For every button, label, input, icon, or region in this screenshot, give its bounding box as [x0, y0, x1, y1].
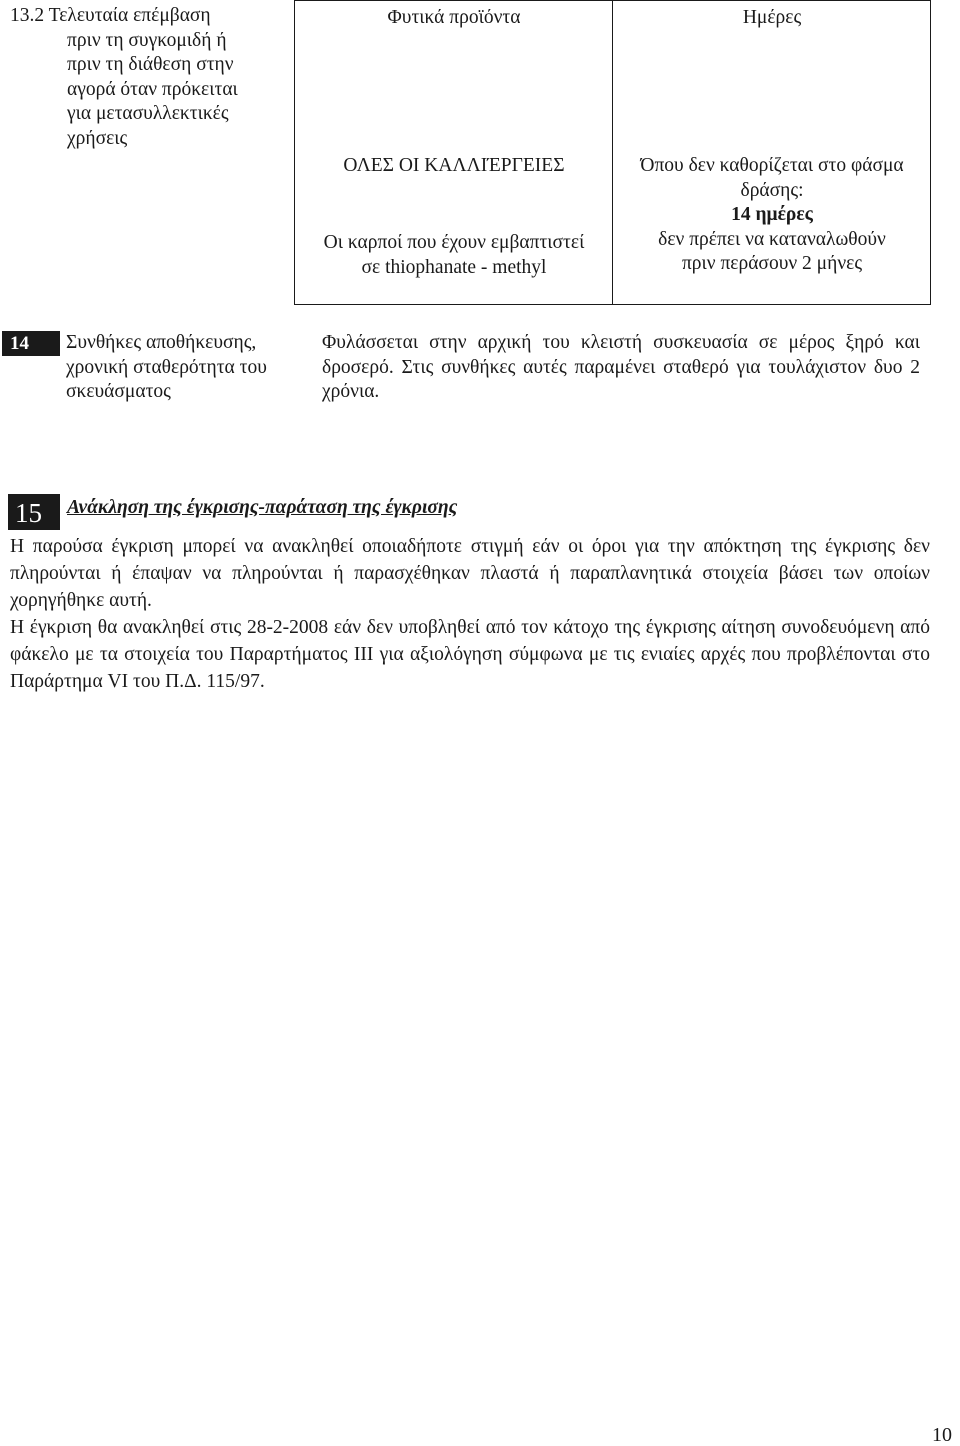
label-line: για μετασυλλεκτικές	[67, 103, 229, 124]
cell-line: δράσης:	[740, 179, 804, 201]
table-border-left	[294, 0, 295, 305]
section-15-body	[10, 533, 930, 695]
label-line: Συνθήκες αποθήκευσης,	[66, 332, 257, 353]
section-14-label	[66, 331, 306, 405]
table-column-divider	[612, 0, 613, 305]
cell-line: πριν περάσουν 2 μήνες	[681, 253, 863, 274]
paragraph: Η παρούσα έγκριση μπορεί να ανακληθεί οποιαδήποτε στιγμή εάν οι όροι για την απόκτηση της έγκρισης δεν πληρούνται ή έπαψαν να πληρούνται ή παρασχέθηκαν πλαστά ή παραπλανητικά στοιχεία βάσει των οποίων χορηγήθηκε αυτή.	[10, 536, 930, 611]
table-cell-all-crops: ΟΛΕΣ ΟΙ ΚΑΛΛΙΈΡΓΕΙΕΣ	[343, 155, 565, 176]
cell-line: δεν πρέπει να καταναλωθούν	[658, 228, 886, 250]
table-border-right	[930, 0, 931, 305]
label-line: αγορά όταν πρόκειται	[67, 78, 238, 100]
section-15-number-badge: 15	[8, 494, 60, 530]
cell-line: Όπου δεν καθορίζεται στο φάσμα	[640, 155, 904, 176]
table-cell-dipped-fruits	[296, 231, 612, 280]
table-header-days: Ημέρες	[742, 7, 802, 28]
label-line: πριν τη συγκομιδή ή	[67, 29, 227, 51]
section-14-text: Φυλάσσεται στην αρχική του κλειστή συσκευασία σε μέρος ξηρό και δροσερό. Στις συνθήκες αυτές παραμένει σταθερό για τουλάχιστον δυο 2 χρόνια.	[322, 332, 920, 402]
phi-days-value: 14 ημέρες	[731, 204, 813, 225]
label-line: πριν τη διάθεση στην	[67, 54, 234, 75]
section-13-2-label	[10, 4, 280, 151]
cell-line: σε thiophanate - methyl	[361, 256, 547, 278]
table-header-products: Φυτικά προϊόντα	[387, 7, 521, 28]
cell-line: Οι καρποί που έχουν εμβαπτιστεί	[323, 232, 585, 253]
label-line: σκευάσματος	[66, 381, 171, 402]
section-14-number-badge: 14	[2, 331, 60, 356]
page-number: 10	[932, 1424, 952, 1446]
label-line: χρήσεις	[67, 127, 128, 149]
section-15-title: Ανάκληση της έγκρισης-παράταση της έγκρισης	[67, 497, 458, 518]
table-cell-days	[614, 154, 930, 277]
paragraph: Η έγκριση θα ανακληθεί στις 28-2-2008 εάν δεν υποβληθεί από τον κάτοχο της έγκρισης αίτηση συνοδευόμενη από φάκελο με τα στοιχεία του Παραρτήματος ΙΙΙ για αξιολόγηση σύμφωνα με τις ενιαίες αρχές που προβλέπονται στο Παράρτημα VI του Π.Δ. 115/97.	[10, 617, 930, 692]
section-13-2-first-line: 13.2 Τελευταία επέμβαση	[10, 5, 211, 26]
label-line: χρονική σταθερότητα του	[66, 356, 267, 378]
section-number: 13.2	[10, 5, 45, 26]
